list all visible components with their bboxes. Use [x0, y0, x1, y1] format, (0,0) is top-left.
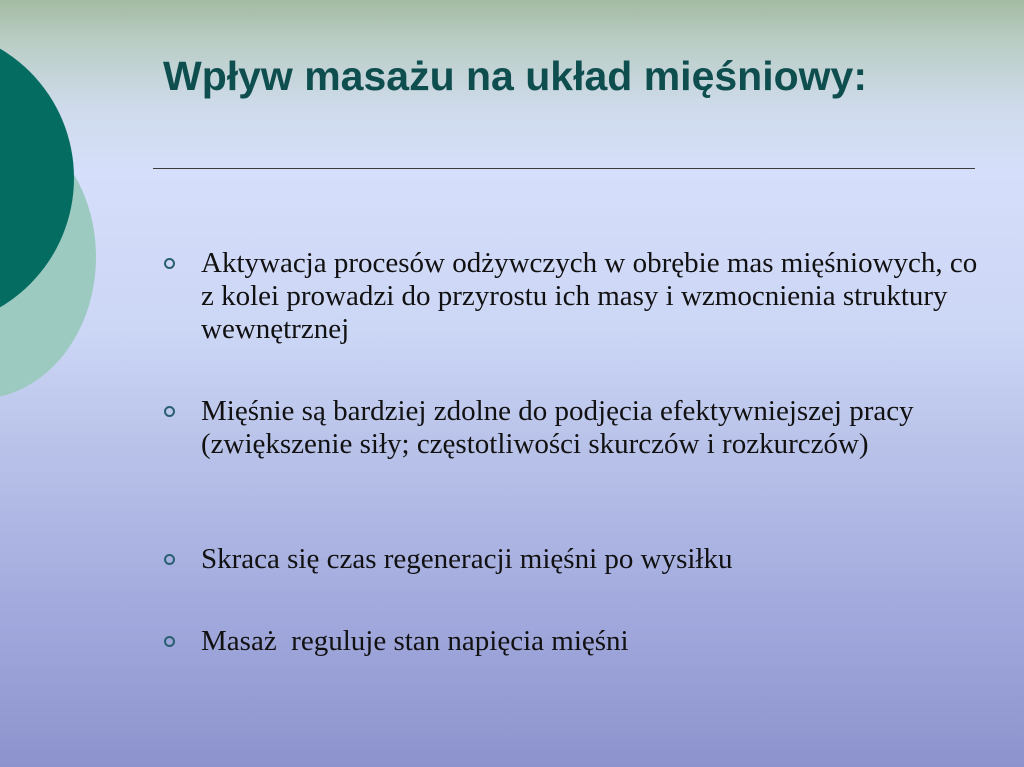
- hollow-circle-icon: [164, 554, 175, 565]
- hollow-circle-icon: [164, 258, 175, 269]
- bullet-text: Mięśnie są bardziej zdolne do podjęcia efektywniejszej pracy (zwiększenie siły; częstotliwości skurczów i rozkurczów): [201, 395, 921, 460]
- bullet-text: Skraca się czas regeneracji mięśni po wysiłku: [201, 543, 733, 575]
- bullet-text: Masaż reguluje stan napięcia mięśni: [201, 625, 629, 657]
- hollow-circle-icon: [164, 636, 175, 647]
- hollow-circle-icon: [164, 406, 175, 417]
- bullet-text: Aktywacja procesów odżywczych w obrębie mas mięśniowych, co z kolei prowadzi do przyrostu ich masy i wzmocnienia struktury wewnętrznej: [201, 247, 985, 345]
- title-divider: [153, 168, 975, 169]
- slide-title: Wpływ masażu na układ mięśniowy:: [163, 53, 868, 99]
